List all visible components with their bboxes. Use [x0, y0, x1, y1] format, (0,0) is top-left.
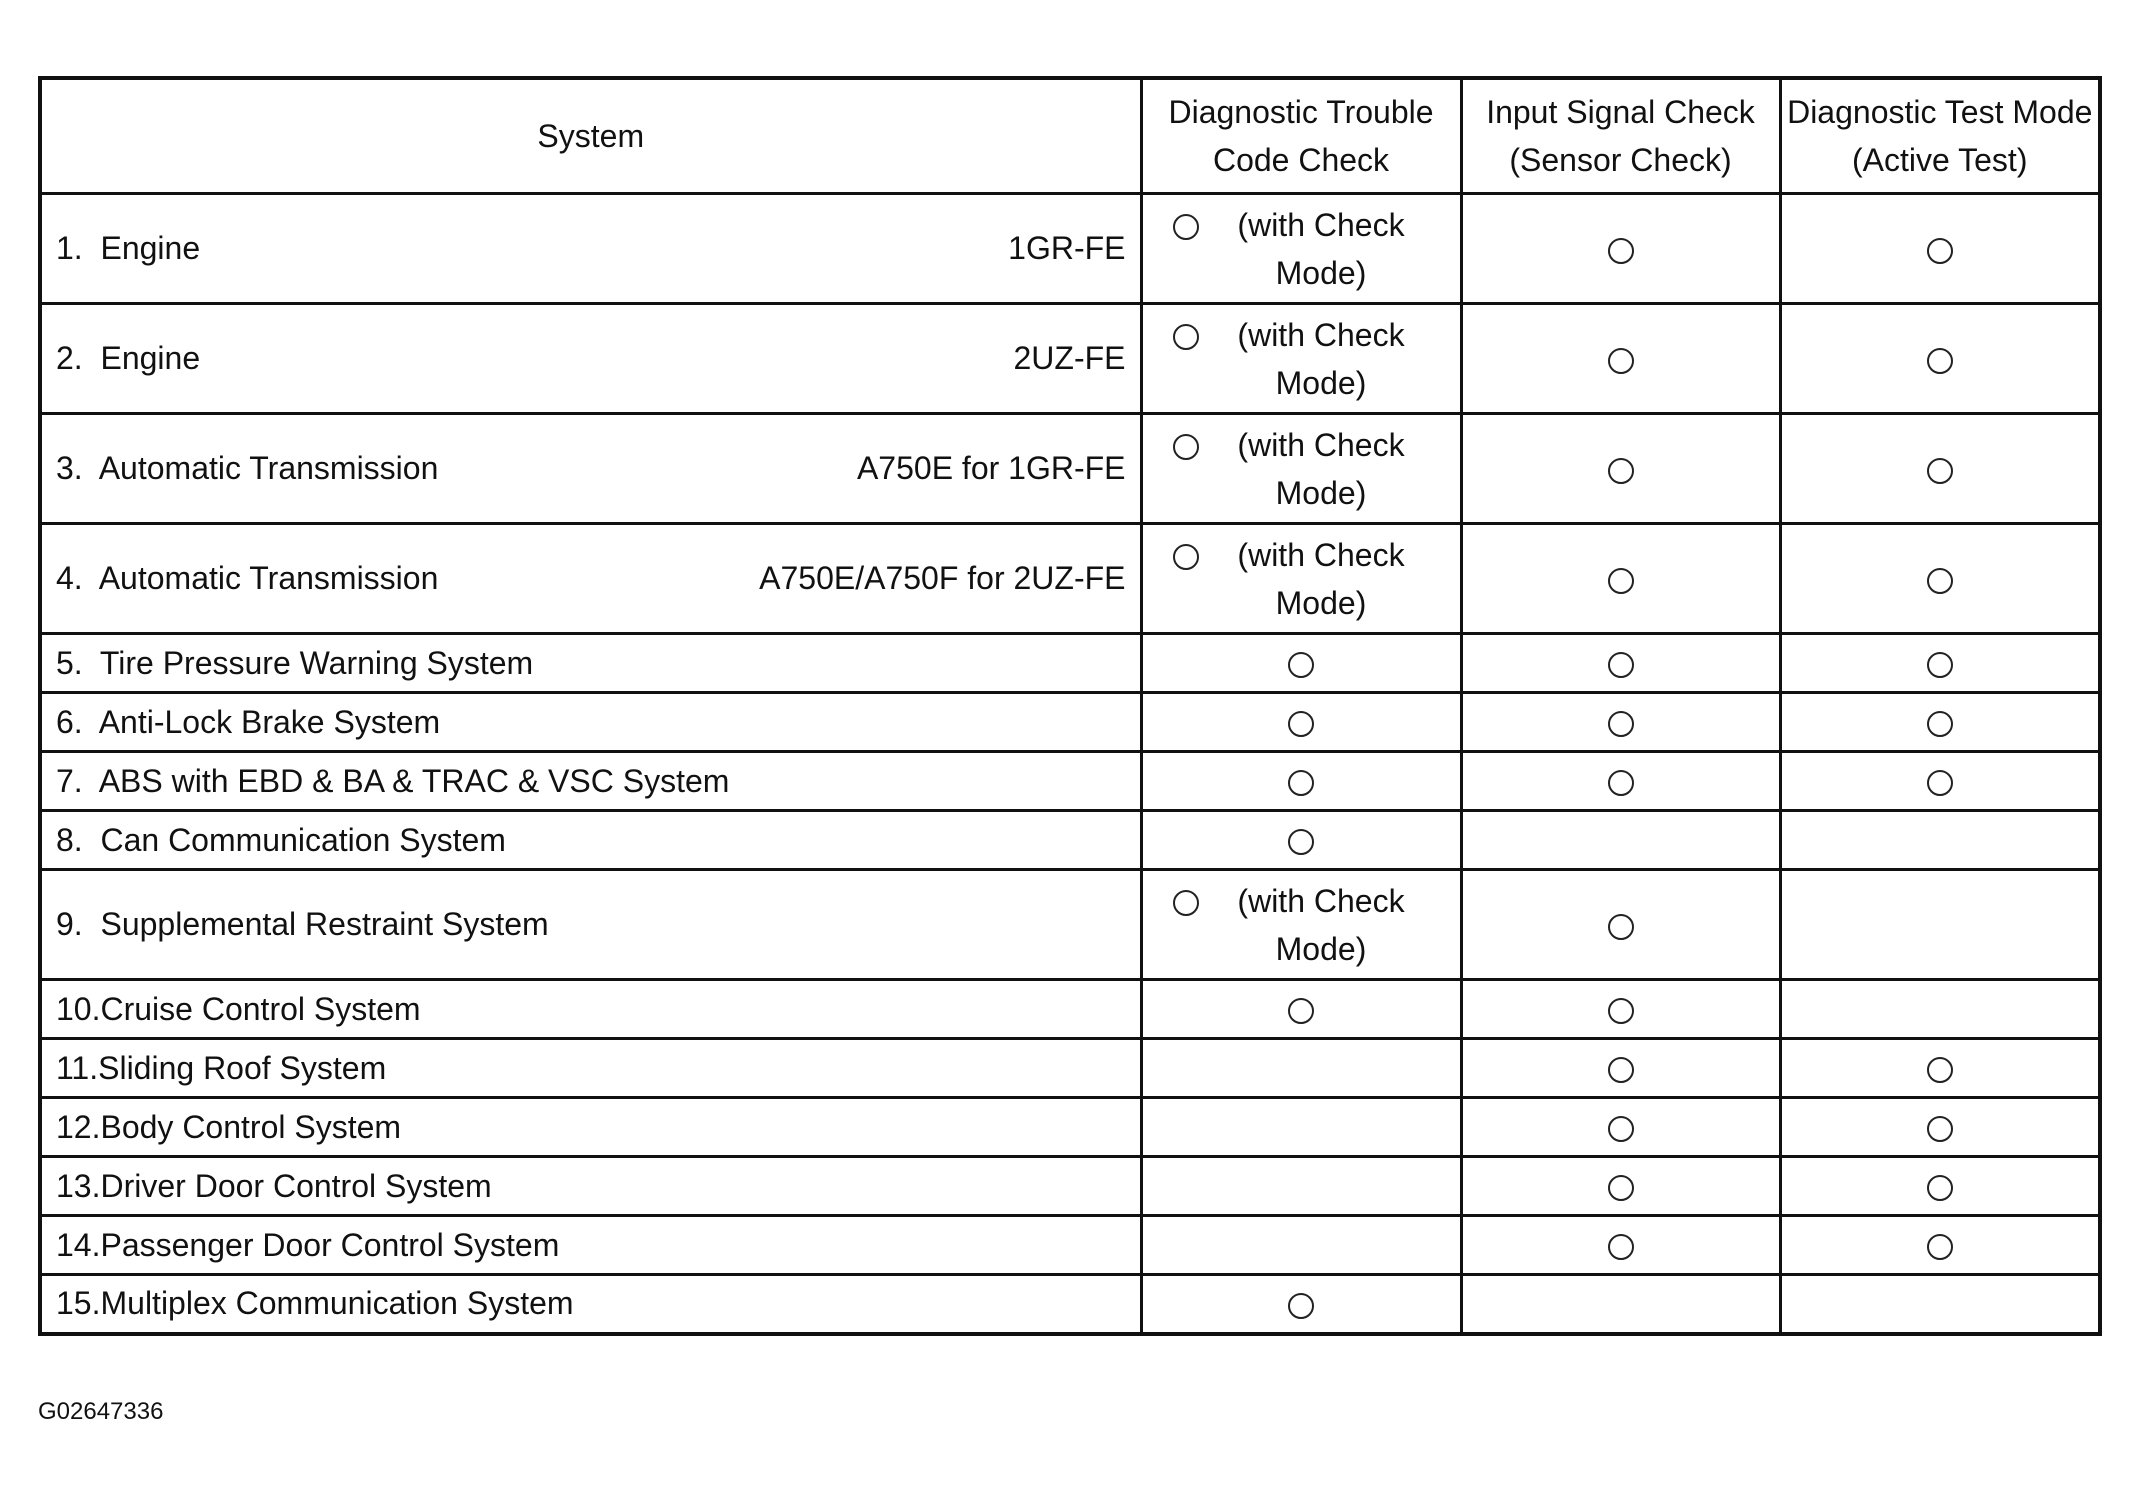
dtc-cell: [1141, 752, 1461, 811]
active-cell: [1780, 194, 2100, 304]
header-input-signal-check: Input Signal Check (Sensor Check): [1461, 78, 1780, 194]
supported-circle-icon: [1288, 1293, 1314, 1319]
dtc-cell: [1141, 1275, 1461, 1334]
check-mode-mark: [1231, 531, 1411, 627]
active-cell: [1780, 811, 2100, 870]
supported-circle-icon: [1608, 1175, 1634, 1201]
input-cell: [1461, 1216, 1780, 1275]
header-row: [40, 78, 2100, 194]
active-cell: [1780, 1098, 2100, 1157]
table-row: [40, 980, 2100, 1039]
supported-circle-icon: [1608, 711, 1634, 737]
supported-circle-icon: [1927, 652, 1953, 678]
supported-circle-icon: [1608, 914, 1634, 940]
system-cell: [40, 693, 1141, 752]
system-cell: [40, 752, 1141, 811]
header-dtc-check: Diagnostic Trouble Code Check: [1141, 78, 1461, 194]
system-label: 4. Automatic Transmission: [56, 560, 439, 596]
supported-circle-icon: [1608, 1057, 1634, 1083]
supported-circle-icon: [1288, 770, 1314, 796]
dtc-cell: [1141, 304, 1461, 414]
active-cell: [1780, 304, 2100, 414]
active-cell: [1780, 1039, 2100, 1098]
active-cell: [1780, 980, 2100, 1039]
dtc-cell: [1141, 980, 1461, 1039]
input-cell: [1461, 414, 1780, 524]
dtc-cell: [1141, 1157, 1461, 1216]
supported-circle-icon: [1927, 770, 1953, 796]
active-cell: [1780, 1216, 2100, 1275]
supported-circle-icon: [1608, 238, 1634, 264]
system-label: 12.Body Control System: [56, 1108, 402, 1145]
supported-circle-icon: [1173, 324, 1199, 350]
system-model: 1GR-FE: [1008, 230, 1126, 266]
table-row: [40, 194, 2100, 304]
diagnostic-function-table: [38, 76, 2102, 1336]
dtc-cell: [1141, 414, 1461, 524]
input-cell: [1461, 1157, 1780, 1216]
supported-circle-icon: [1608, 998, 1634, 1024]
supported-circle-icon: [1288, 711, 1314, 737]
dtc-cell: [1141, 1039, 1461, 1098]
check-mode-note: (with Check Mode): [1237, 206, 1405, 291]
table-row: [40, 1039, 2100, 1098]
check-mode-note: (with Check Mode): [1237, 882, 1405, 967]
check-mode-note: (with Check Mode): [1237, 426, 1405, 511]
active-cell: [1780, 414, 2100, 524]
table-row: [40, 304, 2100, 414]
system-cell: [40, 1157, 1141, 1216]
supported-circle-icon: [1173, 214, 1199, 240]
active-cell: [1780, 1275, 2100, 1334]
active-cell: [1780, 634, 2100, 693]
table-row: [40, 1216, 2100, 1275]
supported-circle-icon: [1927, 1057, 1953, 1083]
input-cell: [1461, 194, 1780, 304]
system-cell: [40, 870, 1141, 980]
table-row: [40, 634, 2100, 693]
system-label: 14.Passenger Door Control System: [56, 1226, 560, 1263]
system-cell: [40, 811, 1141, 870]
check-mode-mark: [1231, 201, 1411, 297]
supported-circle-icon: [1288, 652, 1314, 678]
table-row: [40, 1275, 2100, 1334]
table-row: [40, 693, 2100, 752]
supported-circle-icon: [1288, 998, 1314, 1024]
supported-circle-icon: [1927, 458, 1953, 484]
supported-circle-icon: [1173, 544, 1199, 570]
check-mode-mark: [1231, 421, 1411, 517]
input-cell: [1461, 1275, 1780, 1334]
input-cell: [1461, 1039, 1780, 1098]
input-cell: [1461, 1098, 1780, 1157]
supported-circle-icon: [1608, 348, 1634, 374]
system-cell: [40, 304, 1141, 414]
supported-circle-icon: [1927, 1234, 1953, 1260]
check-mode-note: (with Check Mode): [1237, 316, 1405, 401]
input-cell: [1461, 634, 1780, 693]
supported-circle-icon: [1927, 238, 1953, 264]
system-label: 13.Driver Door Control System: [56, 1167, 492, 1204]
system-label: 10.Cruise Control System: [56, 990, 421, 1027]
system-cell: [40, 634, 1141, 693]
system-cell: [40, 194, 1141, 304]
dtc-cell: [1141, 634, 1461, 693]
dtc-cell: [1141, 1216, 1461, 1275]
dtc-cell: [1141, 524, 1461, 634]
supported-circle-icon: [1927, 348, 1953, 374]
check-mode-note: (with Check Mode): [1237, 536, 1405, 621]
input-cell: [1461, 524, 1780, 634]
system-label: 9. Supplemental Restraint System: [56, 906, 549, 942]
system-cell: [40, 1216, 1141, 1275]
input-cell: [1461, 304, 1780, 414]
system-cell: [40, 1275, 1141, 1334]
active-cell: [1780, 693, 2100, 752]
system-label: 1. Engine: [56, 230, 201, 266]
system-cell: [40, 414, 1141, 524]
supported-circle-icon: [1608, 458, 1634, 484]
system-model: 2UZ-FE: [1013, 340, 1126, 376]
header-active-test: Diagnostic Test Mode (Active Test): [1780, 78, 2100, 194]
system-label: 6. Anti-Lock Brake System: [56, 703, 441, 740]
table-row: [40, 870, 2100, 980]
table-row: [40, 1157, 2100, 1216]
dtc-cell: [1141, 1098, 1461, 1157]
system-label: 11.Sliding Roof System: [56, 1049, 387, 1086]
supported-circle-icon: [1173, 434, 1199, 460]
input-cell: [1461, 870, 1780, 980]
supported-circle-icon: [1608, 652, 1634, 678]
active-cell: [1780, 524, 2100, 634]
supported-circle-icon: [1173, 890, 1199, 916]
system-model: A750E for 1GR-FE: [856, 450, 1126, 486]
system-model: A750E/A750F for 2UZ-FE: [759, 560, 1126, 596]
check-mode-mark: [1231, 877, 1411, 973]
table-row: [40, 752, 2100, 811]
table-row: [40, 811, 2100, 870]
supported-circle-icon: [1927, 1175, 1953, 1201]
input-cell: [1461, 752, 1780, 811]
system-label: 15.Multiplex Communication System: [56, 1285, 574, 1322]
supported-circle-icon: [1608, 1116, 1634, 1142]
input-cell: [1461, 980, 1780, 1039]
input-cell: [1461, 811, 1780, 870]
table-row: [40, 414, 2100, 524]
dtc-cell: [1141, 811, 1461, 870]
supported-circle-icon: [1288, 829, 1314, 855]
check-mode-mark: [1231, 311, 1411, 407]
input-cell: [1461, 693, 1780, 752]
system-cell: [40, 1039, 1141, 1098]
active-cell: [1780, 870, 2100, 980]
figure-code: G02647336: [38, 1398, 164, 1425]
system-label: 2. Engine: [56, 340, 201, 376]
dtc-cell: [1141, 194, 1461, 304]
supported-circle-icon: [1608, 1234, 1634, 1260]
active-cell: [1780, 752, 2100, 811]
supported-circle-icon: [1927, 568, 1953, 594]
table-row: [40, 1098, 2100, 1157]
system-label: 3. Automatic Transmission: [56, 450, 439, 486]
dtc-cell: [1141, 870, 1461, 980]
system-label: 8. Can Communication System: [56, 821, 506, 858]
header-system: System: [40, 78, 1141, 194]
supported-circle-icon: [1608, 568, 1634, 594]
supported-circle-icon: [1927, 1116, 1953, 1142]
system-cell: [40, 1098, 1141, 1157]
supported-circle-icon: [1927, 711, 1953, 737]
active-cell: [1780, 1157, 2100, 1216]
dtc-cell: [1141, 693, 1461, 752]
system-cell: [40, 524, 1141, 634]
system-label: 5. Tire Pressure Warning System: [56, 644, 534, 681]
system-cell: [40, 980, 1141, 1039]
system-label: 7. ABS with EBD & BA & TRAC & VSC System: [56, 762, 730, 799]
supported-circle-icon: [1608, 770, 1634, 796]
table-row: [40, 524, 2100, 634]
